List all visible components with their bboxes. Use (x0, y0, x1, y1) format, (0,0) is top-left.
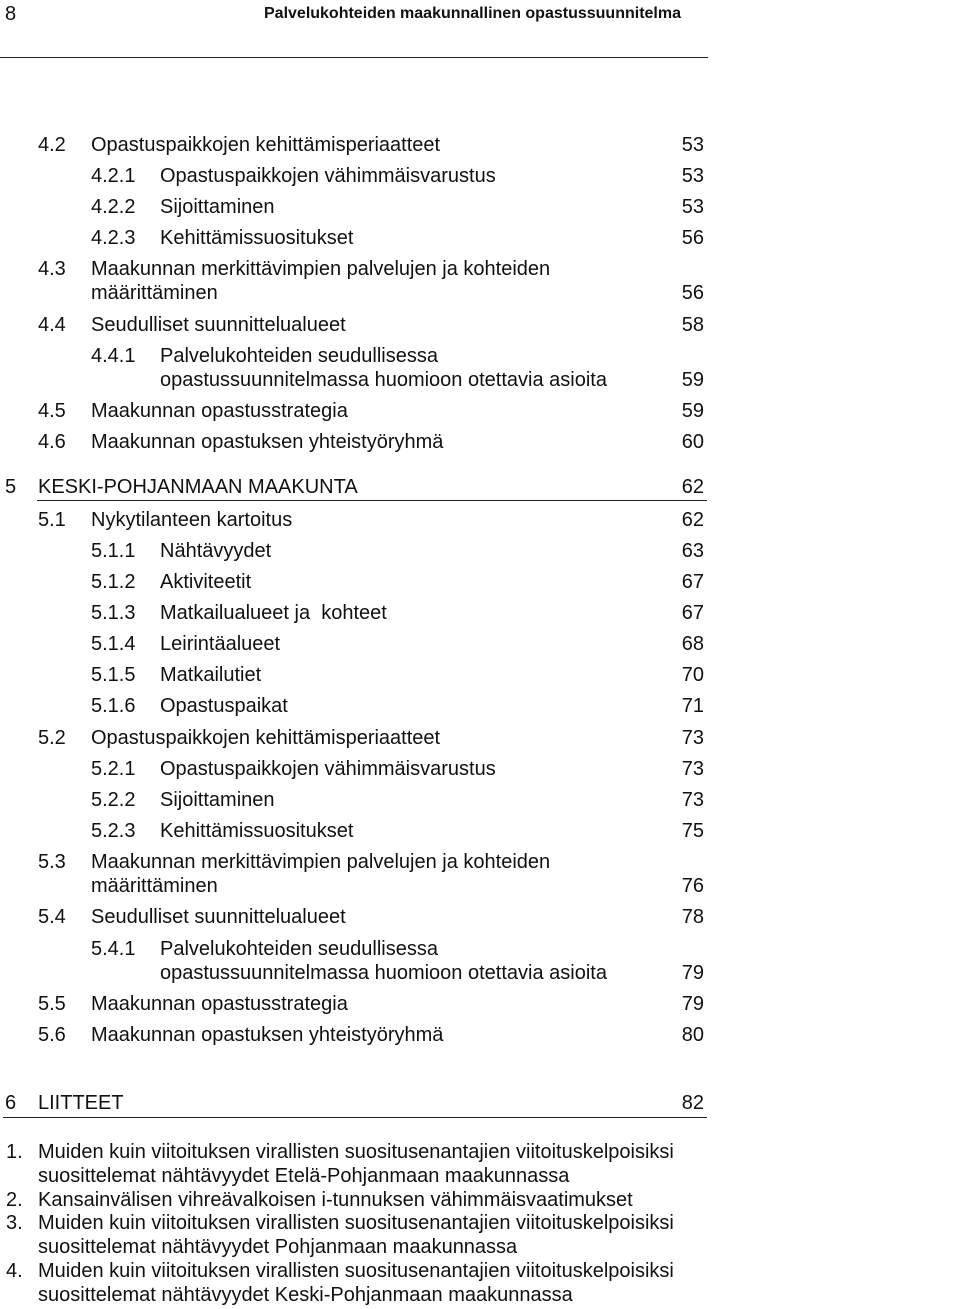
toc-number: 5.1.6 (91, 695, 136, 717)
appendix-text-continued: suosittelemat nähtävyydet Keski-Pohjanmaan maakunnassa (38, 1284, 573, 1306)
toc-number: 5.1.2 (91, 571, 136, 593)
toc-title-continued: määrittäminen (91, 875, 218, 897)
appendix-text-continued: suosittelemat nähtävyydet Etelä-Pohjanmaan maakunnassa (38, 1165, 570, 1187)
toc-entry (0, 398, 960, 424)
toc-page: 58 (681, 314, 704, 336)
toc-entry-continuation (0, 873, 960, 899)
toc-number: 4.5 (38, 400, 66, 422)
toc-page: 73 (681, 758, 704, 780)
toc-entry-continuation (0, 280, 960, 306)
toc-entry (0, 256, 960, 282)
toc-page: 67 (681, 602, 704, 624)
toc-entry (0, 904, 960, 930)
toc-title-continued: opastussuunnitelmassa huomioon otettavia asioita (160, 962, 607, 984)
appendix-text: Muiden kuin viitoituksen virallisten suositusenantajien viitoituskelpoisiksi (38, 1260, 674, 1282)
toc-title: Opastuspaikat (160, 695, 288, 717)
toc-page: 73 (681, 789, 704, 811)
toc-title: Maakunnan opastuksen yhteistyöryhmä (91, 431, 444, 453)
toc-entry-continuation (0, 367, 960, 393)
toc-title: Matkailutiet (160, 664, 262, 686)
toc-title: Nähtävyydet (160, 540, 272, 562)
appendix-text-continued: suosittelemat nähtävyydet Pohjanmaan maakunnassa (38, 1236, 518, 1258)
toc-number: 4.6 (38, 431, 66, 453)
toc-number: 4.2 (38, 134, 66, 156)
toc-page: 53 (681, 196, 704, 218)
toc-number: 5.6 (38, 1024, 66, 1046)
toc-title: KESKI-POHJANMAAN MAAKUNTA (38, 476, 358, 498)
appendix-number: 3. (6, 1212, 23, 1234)
toc-title: Leirintäalueet (160, 633, 281, 655)
toc-page: 76 (681, 875, 704, 897)
appendix-text: Kansainvälisen vihreävalkoisen i-tunnuksen vähimmäisvaatimukset (38, 1189, 633, 1211)
toc-page: 68 (681, 633, 704, 655)
toc-number: 5.2.3 (91, 820, 136, 842)
toc-title: Maakunnan opastuksen yhteistyöryhmä (91, 1024, 444, 1046)
appendix-text: Muiden kuin viitoituksen virallisten suositusenantajien viitoituskelpoisiksi (38, 1212, 674, 1234)
appendix-number: 2. (6, 1189, 23, 1211)
toc-page: 62 (681, 509, 704, 531)
toc-title: Seudulliset suunnittelualueet (91, 906, 346, 928)
toc-title: Aktiviteetit (160, 571, 252, 593)
toc-entry (0, 756, 960, 782)
toc-page: 79 (681, 993, 704, 1015)
toc-title-continued: opastussuunnitelmassa huomioon otettavia asioita (160, 369, 607, 391)
toc-page: 80 (681, 1024, 704, 1046)
toc-entry (0, 787, 960, 813)
toc-title: LIITTEET (38, 1092, 124, 1114)
toc-title: Nykytilanteen kartoitus (91, 509, 293, 531)
toc-title: Palvelukohteiden seudullisessa (160, 345, 438, 367)
toc-number: 5.2 (38, 727, 66, 749)
appendix-item (0, 1211, 960, 1259)
toc-title: Kehittämissuositukset (160, 227, 354, 249)
toc-page: 56 (681, 282, 704, 304)
toc-entry (0, 600, 960, 626)
toc-page: 59 (681, 369, 704, 391)
toc-title: Sijoittaminen (160, 789, 275, 811)
toc-page: 56 (681, 227, 704, 249)
toc-chapter (0, 1090, 960, 1116)
toc-title: Opastuspaikkojen kehittämisperiaatteet (91, 727, 441, 749)
toc-entry (0, 163, 960, 189)
toc-title: Palvelukohteiden seudullisessa (160, 938, 438, 960)
toc-page: 53 (681, 165, 704, 187)
toc-entry (0, 818, 960, 844)
toc-title: Maakunnan opastusstrategia (91, 993, 348, 1015)
toc-title: Sijoittaminen (160, 196, 275, 218)
toc-title: Maakunnan merkittävimpien palvelujen ja kohteiden (91, 258, 551, 280)
appendix-number: 1. (6, 1141, 23, 1163)
toc-entry (0, 343, 960, 369)
appendix-item (0, 1259, 960, 1307)
toc-number: 4.4.1 (91, 345, 136, 367)
toc-page: 67 (681, 571, 704, 593)
toc-entry-continuation (0, 960, 960, 986)
toc-page: 75 (681, 820, 704, 842)
toc-title: Opastuspaikkojen vähimmäisvarustus (160, 758, 496, 780)
appendix-item (0, 1188, 960, 1212)
running-title: Palvelukohteiden maakunnallinen opastussuunnitelma (264, 5, 681, 22)
toc-title: Opastuspaikkojen vähimmäisvarustus (160, 165, 496, 187)
toc-number: 4.2.3 (91, 227, 136, 249)
toc-entry (0, 991, 960, 1017)
page-number: 8 (5, 3, 17, 25)
toc-number: 4.2.2 (91, 196, 136, 218)
chapter-underline (37, 500, 707, 501)
toc-page: 70 (681, 664, 704, 686)
toc-entry (0, 538, 960, 564)
toc-entry (0, 662, 960, 688)
toc-number: 4.4 (38, 314, 66, 336)
toc-number: 4.3 (38, 258, 66, 280)
toc-entry (0, 849, 960, 875)
toc-page: 78 (681, 906, 704, 928)
toc-number: 5.5 (38, 993, 66, 1015)
toc-entry (0, 225, 960, 251)
toc-entry (0, 312, 960, 338)
toc-page: 73 (681, 727, 704, 749)
toc-title: Maakunnan merkittävimpien palvelujen ja kohteiden (91, 851, 551, 873)
toc-entry (0, 936, 960, 962)
toc-number: 5.1.5 (91, 664, 136, 686)
toc-title: Seudulliset suunnittelualueet (91, 314, 346, 336)
toc-number: 6 (5, 1092, 17, 1114)
toc-page: 62 (681, 476, 704, 498)
toc-entry (0, 569, 960, 595)
appendix-number: 4. (6, 1260, 23, 1282)
toc-number: 5.4.1 (91, 938, 136, 960)
toc-entry (0, 693, 960, 719)
toc-entry (0, 507, 960, 533)
toc-number: 5.4 (38, 906, 66, 928)
toc-number: 5.2.2 (91, 789, 136, 811)
toc-entry (0, 132, 960, 158)
toc-page: 82 (681, 1092, 704, 1114)
toc-title: Opastuspaikkojen kehittämisperiaatteet (91, 134, 441, 156)
toc-number: 5.1 (38, 509, 66, 531)
toc-title: Kehittämissuositukset (160, 820, 354, 842)
toc-page: 53 (681, 134, 704, 156)
toc-title-continued: määrittäminen (91, 282, 218, 304)
toc-page: 59 (681, 400, 704, 422)
toc-page: 60 (681, 431, 704, 453)
toc-number: 4.2.1 (91, 165, 136, 187)
toc-number: 5.1.4 (91, 633, 136, 655)
toc-chapter (0, 474, 960, 500)
toc-number: 5.1.1 (91, 540, 136, 562)
toc-entry (0, 1022, 960, 1048)
toc-page: 79 (681, 962, 704, 984)
toc-entry (0, 429, 960, 455)
toc-entry (0, 631, 960, 657)
toc-number: 5.2.1 (91, 758, 136, 780)
toc-title: Matkailualueet ja kohteet (160, 602, 387, 624)
appendix-text: Muiden kuin viitoituksen virallisten suositusenantajien viitoituskelpoisiksi (38, 1141, 674, 1163)
toc-title: Maakunnan opastusstrategia (91, 400, 348, 422)
toc-number: 5.1.3 (91, 602, 136, 624)
toc-number: 5.3 (38, 851, 66, 873)
chapter-underline (3, 1117, 707, 1118)
toc-entry (0, 194, 960, 220)
toc-page: 71 (681, 695, 704, 717)
appendix-item (0, 1140, 960, 1188)
toc-page: 63 (681, 540, 704, 562)
toc-entry (0, 725, 960, 751)
toc-number: 5 (5, 476, 17, 498)
